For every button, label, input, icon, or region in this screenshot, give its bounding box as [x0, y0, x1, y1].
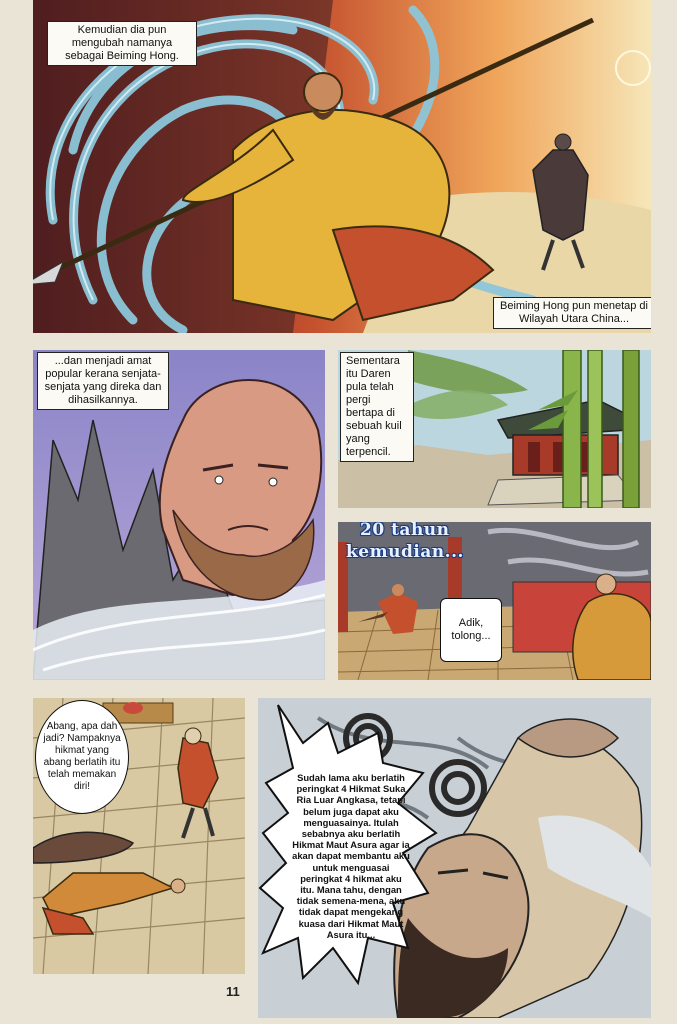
panel-1-warrior-spear — [33, 0, 651, 333]
narration-caption-settle: Beiming Hong pun menetap di Wilayah Utara China... — [493, 297, 651, 329]
panel-6-beiming-asura — [258, 698, 651, 1018]
time-skip-text-line1: 20 tahun — [360, 522, 450, 540]
speech-balloon-help: Adik, tolong... — [440, 598, 502, 662]
narration-caption-daren: Sementara itu Daren pula telah pergi bertapa di sebuah kuil yang terpencil. — [340, 352, 414, 462]
time-skip-text-line2: kemudian... — [346, 542, 464, 562]
panel-4-twenty-years-later — [338, 522, 651, 680]
panel-3-temple — [338, 350, 651, 508]
narration-caption-rename: Kemudian dia pun mengubah namanya sebagai Beiming Hong. — [47, 21, 197, 66]
page-number: 11 — [226, 984, 240, 999]
speech-balloon-what-happened: Abang, apa dah jadi? Nampaknya hikmat yang abang berlatih itu telah memakan diri! — [35, 700, 129, 814]
panel-2-beiming-portrait — [33, 350, 325, 680]
speech-balloon-asura-explanation: Sudah lama aku berlatih peringkat 4 Hikmat Suka Ria Luar Angkasa, tetapi belum juga dapat aku menguasainya. Itulah sebabnya aku berlatih Hikmat Maut Asura agar ia akan dapat membantu aku untuk menguasai peringkat 4 hikmat aku itu. Mana tahu, dengan tidak semena-mena, aku tidak dapat mengekang kuasa dari Hikmat Maut Asura itu... — [292, 772, 410, 940]
narration-caption-popular: ...dan menjadi amat popular kerana senjata-senjata yang direka dan dihasilkannya. — [37, 352, 169, 410]
panel-5-collapsed-monk — [33, 698, 245, 974]
